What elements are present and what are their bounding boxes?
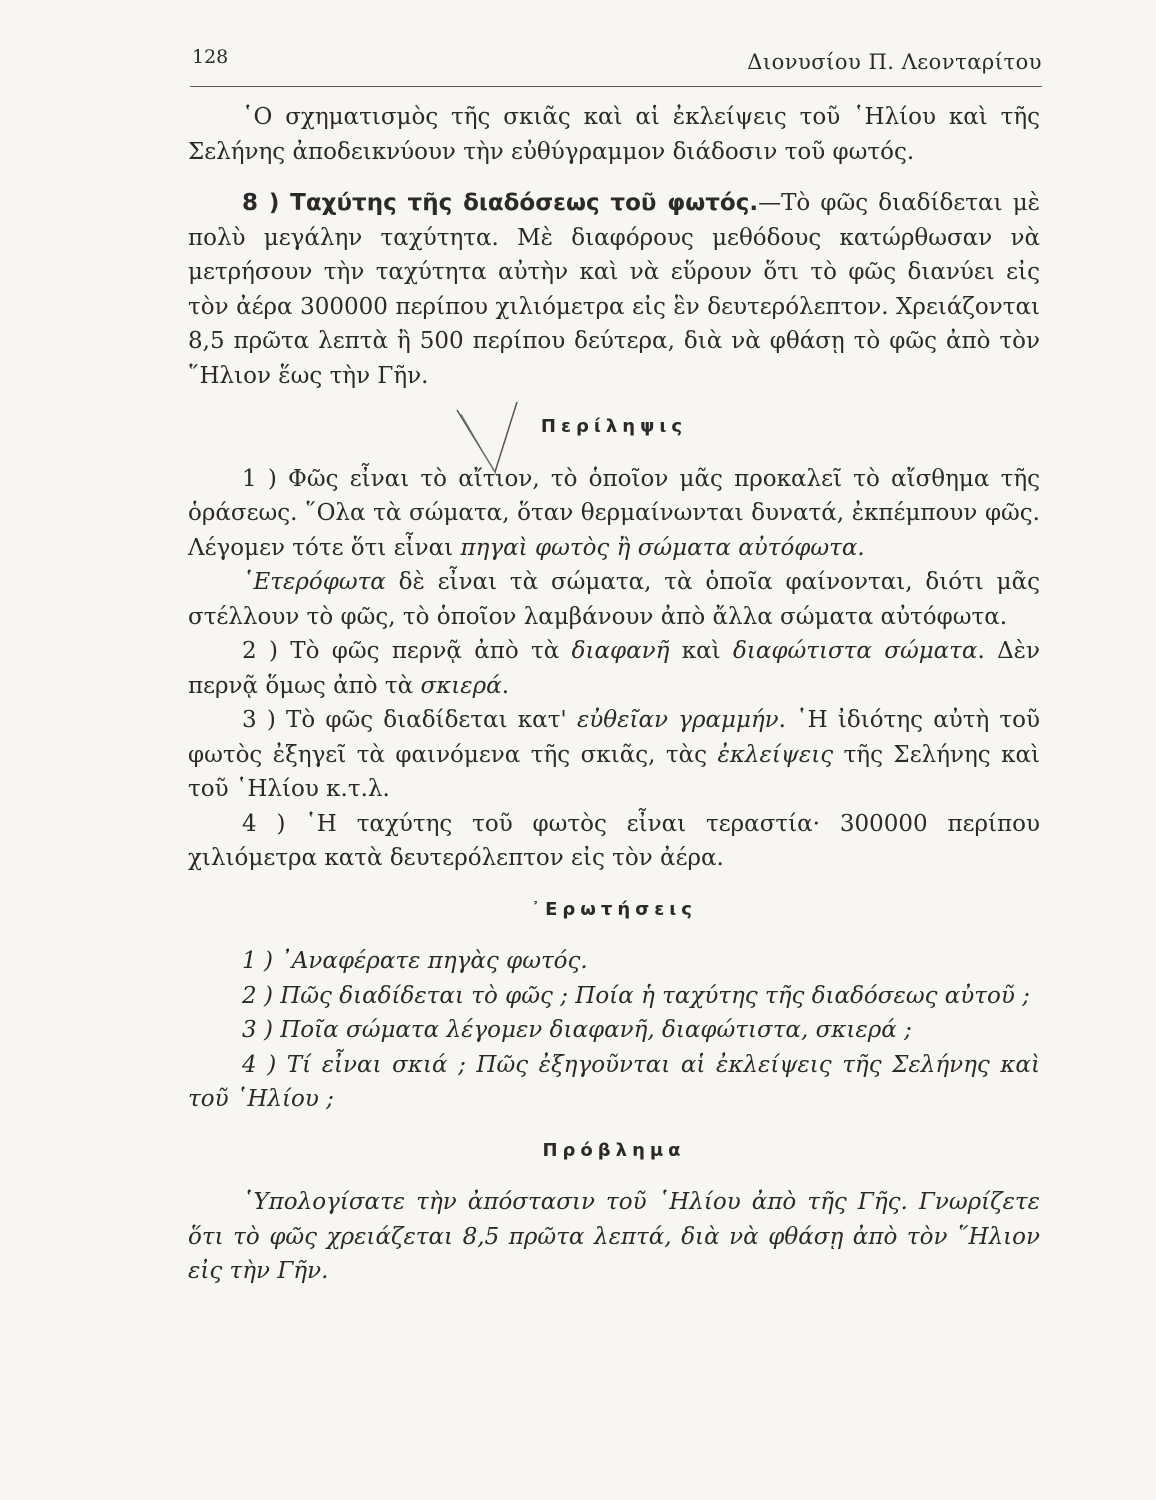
summary-item-3-b: εὐθεῖαν γραμμήν	[576, 707, 779, 733]
problem-text-italic: ῾Υπολογίσατε τὴν ἀπόστασιν τοῦ ῾Ηλίου ἀπὸ τῆς Γῆς. Γνωρίζετε ὅτι τὸ φῶς χρειάζεται 8,5 πρῶτα λεπτά, διὰ νὰ φθάσῃ ἀπὸ τὸν ῞Ηλιον εἰς τὴν Γῆν.	[188, 1189, 1040, 1284]
summary-item-1-continued	[188, 565, 1040, 634]
summary-title: Περίληψις	[540, 416, 688, 437]
summary-item-2-f: σκιερά	[420, 672, 502, 699]
body-text	[188, 100, 1040, 1289]
running-head: Διονυσίου Π. Λεονταρίτου	[747, 50, 1042, 74]
summary-item-2	[188, 634, 1040, 703]
question-4-text: 4 ) Τί εἶναι σκιά ; Πῶς ἐξηγοῦνται αἱ ἐκλείψεις τῆς Σελήνης καὶ τοῦ ῾Ηλίου ;	[188, 1051, 1040, 1112]
summary-item-2-e: . Δὲν περνᾷ ὅμως ἀπὸ τὰ	[188, 638, 1041, 699]
questions-title: ᾿Ερωτήσεις	[531, 898, 697, 920]
summary-item-3-d: ἐκλείψεις	[717, 741, 834, 768]
summary-item-1	[188, 462, 1040, 566]
summary-item-2-c: καὶ	[669, 638, 733, 664]
summary-item-2-a: 2 ) Τὸ φῶς περνᾷ ἀπὸ τὰ	[242, 638, 572, 664]
summary-item-4: 4 ) ῾Η ταχύτης τοῦ φωτὸς εἶναι τεραστία· 300000 περίπου χιλιόμετρα κατὰ δευτερόλεπτον εἰς τὸν ἀέρα.	[188, 810, 1040, 871]
problem-title: Πρόβλημα	[542, 1139, 686, 1161]
question-4	[188, 1048, 1040, 1117]
summary-item-1-emphasis: πηγαὶ φωτὸς ἢ σώματα αὐτόφωτα.	[460, 534, 865, 561]
summary-item-1c-emphasis: ῾Ετερόφωτα	[242, 569, 386, 595]
question-1	[188, 944, 1040, 979]
problem-text	[188, 1185, 1040, 1289]
page-number: 128	[192, 46, 229, 68]
summary-item-3-e: τῆς Σελήνης καὶ τοῦ ῾Ηλίου κ.τ.λ.	[188, 741, 1041, 802]
paragraph-speed-body: —Τὸ φῶς διαδίδεται μὲ πολὺ μεγάλην ταχύτητα. Μὲ διαφόρους μεθόδους κατώρθωσαν νὰ μετρήσουν τὴν ταχύτητα αὐτὴν καὶ νὰ εὕρουν ὅτι τὸ φῶς διανύει εἰς τὸν ἀέρα 300000 περίπου χιλιόμετρα εἰς ἓν δευτερόλεπτον. Χρειάζονται 8,5 πρῶτα λεπτὰ ἢ 500 περίπου δεύτερα, διὰ νὰ φθάσῃ τὸ φῶς ἀπὸ τὸν ῞Ηλιον ἕως τὴν Γῆν.	[188, 190, 1040, 389]
paragraph-speed-of-light	[188, 186, 1040, 393]
summary-item-3	[188, 703, 1040, 807]
question-1-text: 1 ) ᾿Αναφέρατε πηγὰς φωτός.	[242, 948, 588, 974]
summary-item-3-c: . ῾Η ἰδιότης αὐτὴ τοῦ φωτὸς ἐξηγεῖ τὰ φαινόμενα τῆς σκιᾶς, τὰς	[188, 707, 1040, 768]
summary-item-1c-text: δὲ εἶναι τὰ σώματα, τὰ ὁποῖα φαίνονται, διότι μᾶς στέλλουν τὸ φῶς, τὸ ὁποῖον λαμβάνουν ἀπὸ ἄλλα σώματα αὐτόφωτα.	[188, 569, 1040, 630]
page-header	[190, 40, 1042, 87]
question-3	[188, 1013, 1040, 1048]
summary-item-1-text: 1 ) Φῶς εἶναι τὸ αἴτιον, τὸ ὁποῖον μᾶς προκαλεῖ τὸ αἴσθημα τῆς ὁράσεως. ῞Ολα τὰ σώματα, ὅταν θερμαίνωνται δυνατά, ἐκπέμπουν φῶς. Λέγομεν τότε ὅτι εἶναι	[188, 465, 1040, 561]
summary-item-2-b: διαφανῆ	[571, 638, 670, 664]
question-2	[188, 979, 1040, 1014]
summary-item-2-d: διαφώτιστα σώματα	[732, 638, 978, 664]
summary-item-2-g: .	[501, 672, 510, 699]
section-heading-speed: 8 ) Ταχύτης τῆς διαδόσεως τοῦ φωτός.	[242, 190, 759, 216]
question-3-text: 3 ) Ποῖα σώματα λέγομεν διαφανῆ, διαφώτιστα, σκιερά ;	[242, 1017, 912, 1043]
summary-item-3-a: 3 ) Τὸ φῶς διαδίδεται κατ'	[242, 707, 577, 733]
paragraph-shadow-eclipses: ῾Ο σχηματισμὸς τῆς σκιᾶς καὶ αἱ ἐκλείψεις τοῦ ῾Ηλίου καὶ τῆς Σελήνης ἀποδεικνύουν τὴν εὐθύγραμμον διάδοσιν τοῦ φωτός.	[188, 104, 1040, 165]
question-2-text: 2 ) Πῶς διαδίδεται τὸ φῶς ; Ποία ἡ ταχύτης τῆς διαδόσεως αὐτοῦ ;	[242, 982, 1030, 1009]
